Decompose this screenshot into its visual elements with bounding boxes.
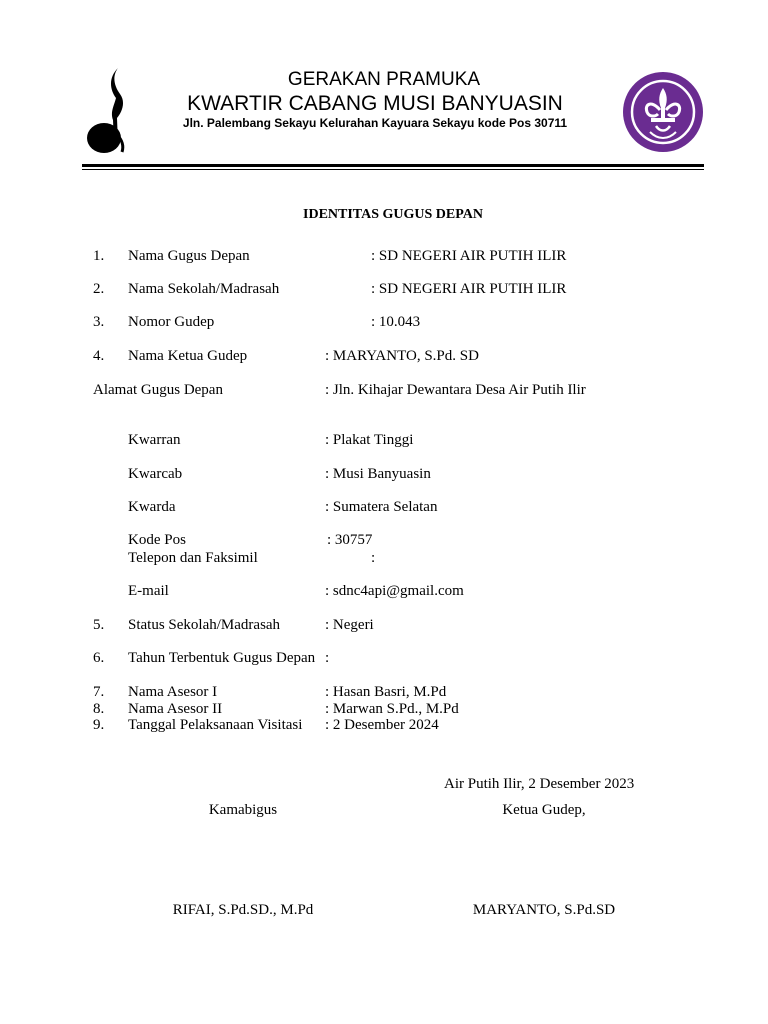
item-number: 8. [93, 701, 105, 717]
item-number: 2. [93, 281, 105, 297]
kwarran-label: Kwarran [128, 432, 181, 448]
item-label: Nama Ketua Gudep [128, 348, 248, 364]
header-branch: KWARTIR CABANG MUSI BANYUASIN [187, 92, 563, 115]
signature-right-role: Ketua Gudep, [502, 802, 586, 818]
item-label: Nama Sekolah/Madrasah [128, 281, 280, 297]
item-number: 3. [93, 314, 105, 330]
item-label: Status Sekolah/Madrasah [128, 617, 281, 633]
item-number: 4. [93, 348, 105, 364]
header-organization: GERAKAN PRAMUKA [287, 69, 481, 90]
signature-right-name: MARYANTO, S.Pd.SD [472, 902, 616, 918]
signature-left-name: RIFAI, S.Pd.SD., M.Pd [172, 902, 314, 918]
telepon-label: Telepon dan Faksimil [128, 550, 258, 566]
item-value: : MARYANTO, S.Pd. SD [325, 348, 479, 364]
item-label: Tanggal Pelaksanaan Visitasi [128, 717, 303, 733]
kwarda-label: Kwarda [128, 499, 176, 515]
item-value: : SD NEGERI AIR PUTIH ILIR [371, 248, 567, 264]
item-label: Nama Asesor I [128, 684, 218, 700]
item-value: : Negeri [325, 617, 374, 633]
item-value: : 10.043 [371, 314, 421, 330]
item-value: : 2 Desember 2024 [325, 717, 439, 733]
item-value: : SD NEGERI AIR PUTIH ILIR [371, 281, 567, 297]
kwarran-value: : Plakat Tinggi [325, 432, 414, 448]
item-number: 7. [93, 684, 105, 700]
kwarcab-label: Kwarcab [128, 466, 183, 482]
item-number: 5. [93, 617, 105, 633]
kodepos-value: : 30757 [327, 532, 373, 548]
telepon-value: : [371, 550, 376, 566]
item-value: : Marwan S.Pd., M.Pd [325, 701, 459, 717]
signature-place-date: Air Putih Ilir, 2 Desember 2023 [444, 776, 635, 792]
email-value: : sdnc4api@gmail.com [325, 583, 464, 599]
item-number: 6. [93, 650, 105, 666]
signature-left-role: Kamabigus [208, 802, 278, 818]
header-divider-thin [82, 169, 704, 170]
kwarda-value: : Sumatera Selatan [325, 499, 438, 515]
address-label: Alamat Gugus Depan [93, 382, 223, 398]
kwarcab-value: : Musi Banyuasin [325, 466, 431, 482]
item-value: : [325, 650, 330, 666]
item-number: 9. [93, 717, 105, 733]
header-divider-thick [82, 164, 704, 167]
item-value: : Hasan Basri, M.Pd [325, 684, 447, 700]
item-label: Nomor Gudep [128, 314, 215, 330]
item-number: 1. [93, 248, 105, 264]
item-label: Nama Gugus Depan [128, 248, 250, 264]
email-label: E-mail [128, 583, 169, 599]
document-title: IDENTITAS GUGUS DEPAN [303, 207, 483, 222]
kodepos-label: Kode Pos [128, 532, 186, 548]
header-address: Jln. Palembang Sekayu Kelurahan Kayuara Sekayu kode Pos 30711 [182, 116, 568, 130]
item-label: Tahun Terbentuk Gugus Depan [128, 650, 316, 666]
item-label: Nama Asesor II [128, 701, 223, 717]
address-value: : Jln. Kihajar Dewantara Desa Air Putih Ilir [325, 382, 586, 398]
